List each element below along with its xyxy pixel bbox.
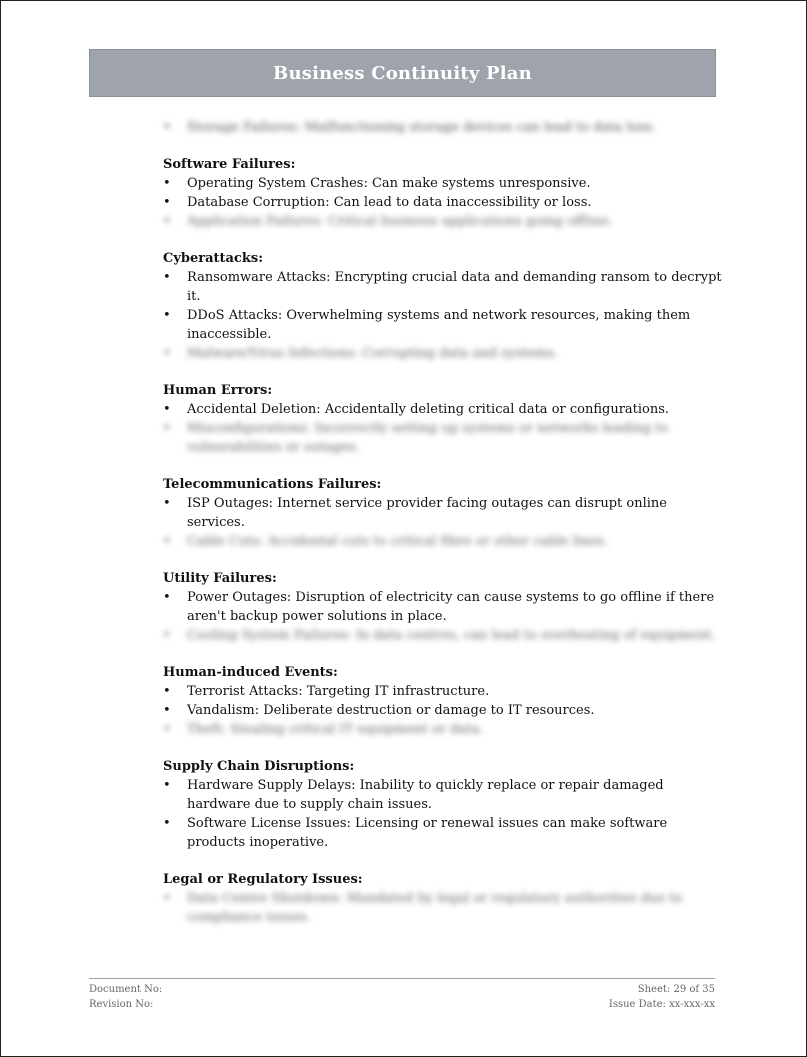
section-heading: Software Failures: — [163, 157, 296, 172]
bullet-icon: • — [163, 590, 171, 605]
list-item-text: Cooling System Failures: In data centres, can lead to overheating of equipment. — [187, 628, 716, 643]
blurred-list-item — [163, 212, 723, 231]
bullet-icon: • — [163, 778, 171, 793]
section — [163, 663, 723, 739]
footer-row-2 — [89, 997, 715, 1012]
bullet-icon: • — [163, 628, 171, 643]
bullet-icon: • — [163, 421, 171, 436]
revision-no-label: Revision No: — [89, 999, 154, 1010]
list-item — [163, 400, 723, 419]
bullet-icon: • — [163, 270, 171, 285]
bullet-icon: • — [163, 176, 171, 191]
list-item-text: Software License Issues: Licensing or renewal issues can make software products inoperative. — [187, 816, 668, 850]
list-item-text: Power Outages: Disruption of electricity can cause systems to go offline if there aren't backup power solutions in place. — [187, 590, 715, 624]
bullet-list — [163, 588, 723, 645]
list-item — [163, 776, 723, 814]
bullet-list — [163, 174, 723, 231]
bullet-icon: • — [163, 120, 171, 135]
blurred-list-item — [163, 419, 723, 457]
list-item — [163, 174, 723, 193]
list-item-text: Data Centre Shutdown: Mandated by legal or regulatory authorities due to compliance issues. — [187, 891, 683, 925]
bullet-icon: • — [163, 308, 171, 323]
bullet-icon: • — [163, 891, 171, 906]
bullet-list — [163, 889, 723, 927]
page-title: Business Continuity Plan — [273, 62, 532, 84]
list-item — [163, 268, 723, 306]
list-item — [163, 588, 723, 626]
section-heading: Utility Failures: — [163, 571, 277, 586]
section — [163, 569, 723, 645]
bullet-icon: • — [163, 816, 171, 831]
bullet-icon: • — [163, 195, 171, 210]
bullet-list — [163, 776, 723, 852]
sections-container — [163, 155, 723, 927]
bullet-list — [163, 400, 723, 457]
list-item — [163, 682, 723, 701]
blurred-intro-text: Storage Failures: Malfunctioning storage devices can lead to data loss. — [187, 120, 656, 135]
blurred-list-item — [163, 532, 723, 551]
document-body — [163, 118, 723, 927]
list-item-text: Ransomware Attacks: Encrypting crucial data and demanding ransom to decrypt it. — [187, 270, 722, 304]
bullet-list — [163, 682, 723, 739]
blurred-list-item — [163, 720, 723, 739]
section — [163, 155, 723, 231]
bullet-list — [163, 494, 723, 551]
list-item-text: ISP Outages: Internet service provider facing outages can disrupt online services. — [187, 496, 667, 530]
list-item — [163, 306, 723, 344]
list-item-text: Malware/Virus Infections: Corrupting data and systems. — [187, 346, 558, 361]
list-item-text: Theft: Stealing critical IT equipment or data. — [187, 722, 484, 737]
bullet-icon: • — [163, 402, 171, 417]
bullet-icon: • — [163, 534, 171, 549]
bullet-icon: • — [163, 722, 171, 737]
header-bar — [89, 49, 716, 97]
list-item-text: Vandalism: Deliberate destruction or damage to IT resources. — [187, 703, 595, 718]
blurred-list-item — [163, 889, 723, 927]
document-no-label: Document No: — [89, 984, 163, 995]
list-item-text: Application Failures: Critical business applications going offline. — [187, 214, 613, 229]
section — [163, 757, 723, 852]
section-heading: Telecommunications Failures: — [163, 477, 382, 492]
bullet-icon: • — [163, 703, 171, 718]
section — [163, 249, 723, 363]
section-heading: Legal or Regulatory Issues: — [163, 872, 363, 887]
list-item-text: Terrorist Attacks: Targeting IT infrastructure. — [187, 684, 490, 699]
footer-row-1 — [89, 982, 715, 997]
issue-date: Issue Date: xx-xxx-xx — [608, 999, 715, 1010]
section-heading: Human-induced Events: — [163, 665, 338, 680]
list-item — [163, 494, 723, 532]
section-heading: Supply Chain Disruptions: — [163, 759, 355, 774]
bullet-icon: • — [163, 496, 171, 511]
bullet-icon: • — [163, 684, 171, 699]
list-item — [163, 814, 723, 852]
blurred-list-item — [163, 626, 723, 645]
list-item-text: Accidental Deletion: Accidentally deleting critical data or configurations. — [187, 402, 670, 417]
section-heading: Human Errors: — [163, 383, 273, 398]
bullet-list — [163, 268, 723, 363]
bullet-icon: • — [163, 346, 171, 361]
list-item-text: Cable Cuts: Accidental cuts to critical fibre or other cable lines. — [187, 534, 608, 549]
list-item-text: Database Corruption: Can lead to data inaccessibility or loss. — [187, 195, 592, 210]
bullet-icon: • — [163, 214, 171, 229]
page-footer — [89, 978, 715, 1012]
section — [163, 381, 723, 457]
sheet-number: Sheet: 29 of 35 — [637, 984, 715, 995]
section — [163, 870, 723, 927]
list-item — [163, 701, 723, 720]
list-item — [163, 193, 723, 212]
blurred-intro-item — [163, 118, 723, 137]
section-heading: Cyberattacks: — [163, 251, 264, 266]
list-item-text: Hardware Supply Delays: Inability to quickly replace or repair damaged hardware due to supply chain issues. — [187, 778, 664, 812]
list-item-text: Operating System Crashes: Can make systems unresponsive. — [187, 176, 591, 191]
list-item-text: DDoS Attacks: Overwhelming systems and network resources, making them inaccessible. — [187, 308, 691, 342]
list-item-text: Misconfigurations: Incorrectly setting up systems or networks leading to vulnerabilities or outages. — [187, 421, 669, 455]
section — [163, 475, 723, 551]
blurred-list-item — [163, 344, 723, 363]
